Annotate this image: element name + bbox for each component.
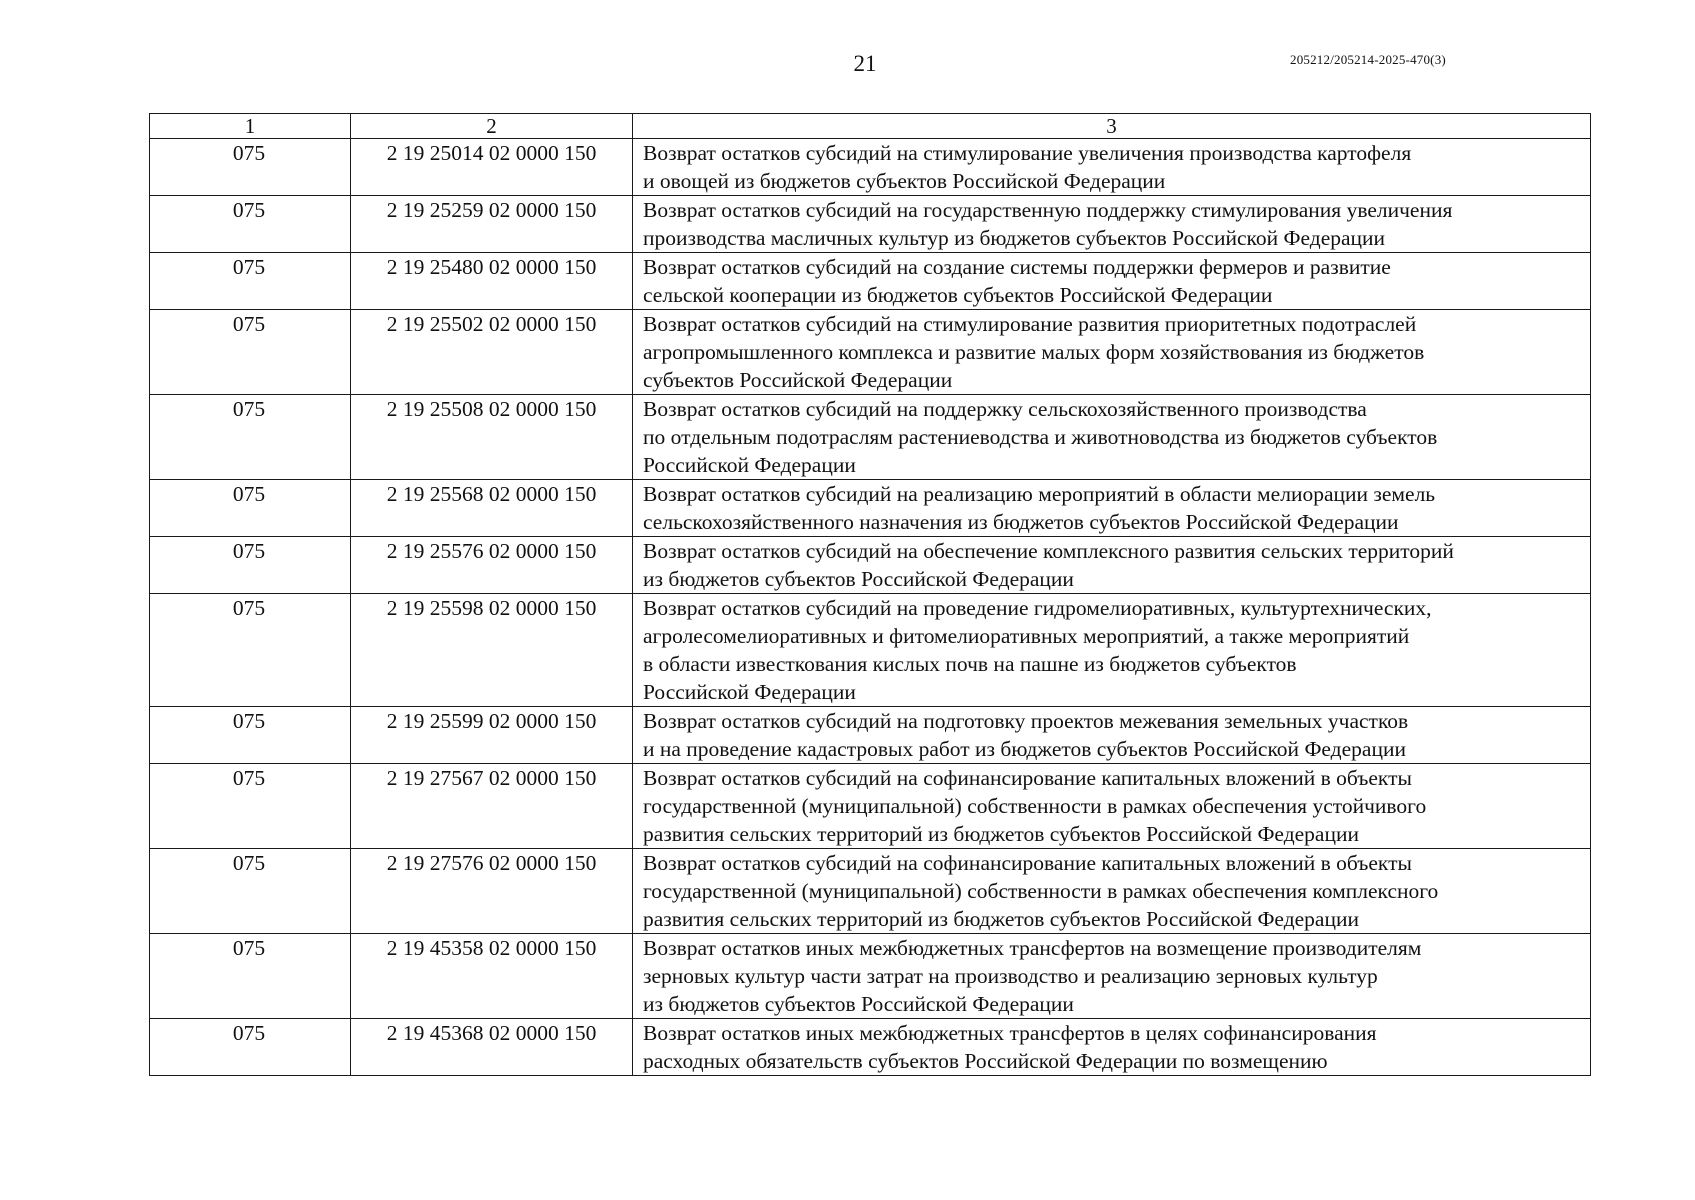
table-row	[150, 253, 1591, 310]
admin-code-cell: 075	[150, 196, 351, 253]
admin-code-cell: 075	[150, 480, 351, 537]
description-cell	[633, 934, 1591, 1019]
page-number: 21	[853, 51, 877, 76]
description-line: агропромышленного комплекса и развитие малых форм хозяйствования из бюджетов	[643, 340, 1425, 364]
admin-code-cell: 075	[150, 707, 351, 764]
description-line: из бюджетов субъектов Российской Федерации	[643, 992, 1074, 1016]
budget-code-cell: 2 19 25599 02 0000 150	[351, 707, 633, 764]
admin-code-cell: 075	[150, 1019, 351, 1076]
budget-code-cell: 2 19 25568 02 0000 150	[351, 480, 633, 537]
admin-code-cell: 075	[150, 537, 351, 594]
description-line: Возврат остатков субсидий на обеспечение комплексного развития сельских территорий	[643, 539, 1454, 563]
description-line: расходных обязательств субъектов Российской Федерации по возмещению	[643, 1049, 1328, 1073]
description-line: Возврат остатков субсидий на поддержку сельскохозяйственного производства	[643, 397, 1367, 421]
description-line: агролесомелиоративных и фитомелиоративных мероприятий, а также мероприятий	[643, 624, 1410, 648]
description-line: Возврат остатков субсидий на государственную поддержку стимулирования увеличения	[643, 198, 1453, 222]
admin-code-cell: 075	[150, 139, 351, 196]
description-cell	[633, 310, 1591, 395]
budget-code-cell: 2 19 25259 02 0000 150	[351, 196, 633, 253]
admin-code-cell: 075	[150, 253, 351, 310]
document-code: 205212/205214-2025-470(3)	[1290, 52, 1446, 67]
table-row	[150, 480, 1591, 537]
budget-code-cell: 2 19 25014 02 0000 150	[351, 139, 633, 196]
admin-code-cell: 075	[150, 934, 351, 1019]
admin-code-cell: 075	[150, 594, 351, 707]
description-cell	[633, 196, 1591, 253]
description-line: Возврат остатков субсидий на реализацию мероприятий в области мелиорации земель	[643, 482, 1436, 506]
table-row	[150, 395, 1591, 480]
column-header-2: 2	[351, 114, 633, 139]
budget-code-cell: 2 19 45368 02 0000 150	[351, 1019, 633, 1076]
description-line: Возврат остатков иных межбюджетных трансфертов на возмещение производителям	[643, 936, 1422, 960]
description-line: Российской Федерации	[643, 680, 856, 704]
table-row	[150, 934, 1591, 1019]
description-cell	[633, 1019, 1591, 1076]
description-line: Возврат остатков субсидий на стимулирование развития приоритетных подотраслей	[643, 312, 1417, 336]
table-row	[150, 764, 1591, 849]
admin-code-cell: 075	[150, 310, 351, 395]
budget-code-cell: 2 19 25480 02 0000 150	[351, 253, 633, 310]
budget-classification-table	[149, 113, 1591, 1076]
budget-code-cell: 2 19 25598 02 0000 150	[351, 594, 633, 707]
description-cell	[633, 395, 1591, 480]
description-line: Возврат остатков субсидий на софинансирование капитальных вложений в объекты	[643, 766, 1412, 790]
budget-code-cell: 2 19 27567 02 0000 150	[351, 764, 633, 849]
admin-code-cell: 075	[150, 849, 351, 934]
budget-code-cell: 2 19 25502 02 0000 150	[351, 310, 633, 395]
table-row	[150, 196, 1591, 253]
description-line: государственной (муниципальной) собственности в рамках обеспечения устойчивого	[643, 794, 1427, 818]
description-line: зерновых культур части затрат на производство и реализацию зерновых культур	[643, 964, 1378, 988]
table-row	[150, 594, 1591, 707]
description-line: из бюджетов субъектов Российской Федерации	[643, 567, 1074, 591]
description-line: Возврат остатков иных межбюджетных трансфертов в целях софинансирования	[643, 1021, 1377, 1045]
table-row	[150, 537, 1591, 594]
description-cell	[633, 537, 1591, 594]
description-line: развития сельских территорий из бюджетов субъектов Российской Федерации	[643, 822, 1359, 846]
description-line: сельской кооперации из бюджетов субъектов Российской Федерации	[643, 283, 1273, 307]
description-line: субъектов Российской Федерации	[643, 368, 953, 392]
description-cell	[633, 707, 1591, 764]
description-line: сельскохозяйственного назначения из бюджетов субъектов Российской Федерации	[643, 510, 1399, 534]
table-header-row	[150, 114, 1591, 139]
description-line: производства масличных культур из бюджетов субъектов Российской Федерации	[643, 226, 1386, 250]
budget-code-cell: 2 19 25508 02 0000 150	[351, 395, 633, 480]
budget-code-cell: 2 19 45358 02 0000 150	[351, 934, 633, 1019]
column-header-3: 3	[633, 114, 1591, 139]
description-cell	[633, 480, 1591, 537]
description-cell	[633, 764, 1591, 849]
description-line: Возврат остатков субсидий на создание системы поддержки фермеров и развитие	[643, 255, 1391, 279]
description-cell	[633, 594, 1591, 707]
admin-code-cell: 075	[150, 764, 351, 849]
table-row	[150, 139, 1591, 196]
budget-code-cell: 2 19 25576 02 0000 150	[351, 537, 633, 594]
description-line: Возврат остатков субсидий на проведение гидромелиоративных, культуртехнических,	[643, 596, 1432, 620]
column-header-1: 1	[150, 114, 351, 139]
description-line: в области известкования кислых почв на пашне из бюджетов субъектов	[643, 652, 1297, 676]
table-row	[150, 1019, 1591, 1076]
description-line: Возврат остатков субсидий на стимулирование увеличения производства картофеля	[643, 141, 1412, 165]
description-line: Возврат остатков субсидий на подготовку проектов межевания земельных участков	[643, 709, 1409, 733]
budget-code-cell: 2 19 27576 02 0000 150	[351, 849, 633, 934]
description-line: государственной (муниципальной) собственности в рамках обеспечения комплексного	[643, 879, 1439, 903]
description-cell	[633, 849, 1591, 934]
description-line: по отдельным подотраслям растениеводства и животноводства из бюджетов субъектов	[643, 425, 1438, 449]
admin-code-cell: 075	[150, 395, 351, 480]
description-line: Российской Федерации	[643, 453, 856, 477]
description-line: Возврат остатков субсидий на софинансирование капитальных вложений в объекты	[643, 851, 1412, 875]
description-cell	[633, 139, 1591, 196]
table-row	[150, 707, 1591, 764]
description-line: развития сельских территорий из бюджетов субъектов Российской Федерации	[643, 907, 1359, 931]
description-line: и овощей из бюджетов субъектов Российской Федерации	[643, 169, 1166, 193]
description-line: и на проведение кадастровых работ из бюджетов субъектов Российской Федерации	[643, 737, 1406, 761]
description-cell	[633, 253, 1591, 310]
table-row	[150, 310, 1591, 395]
table-row	[150, 849, 1591, 934]
